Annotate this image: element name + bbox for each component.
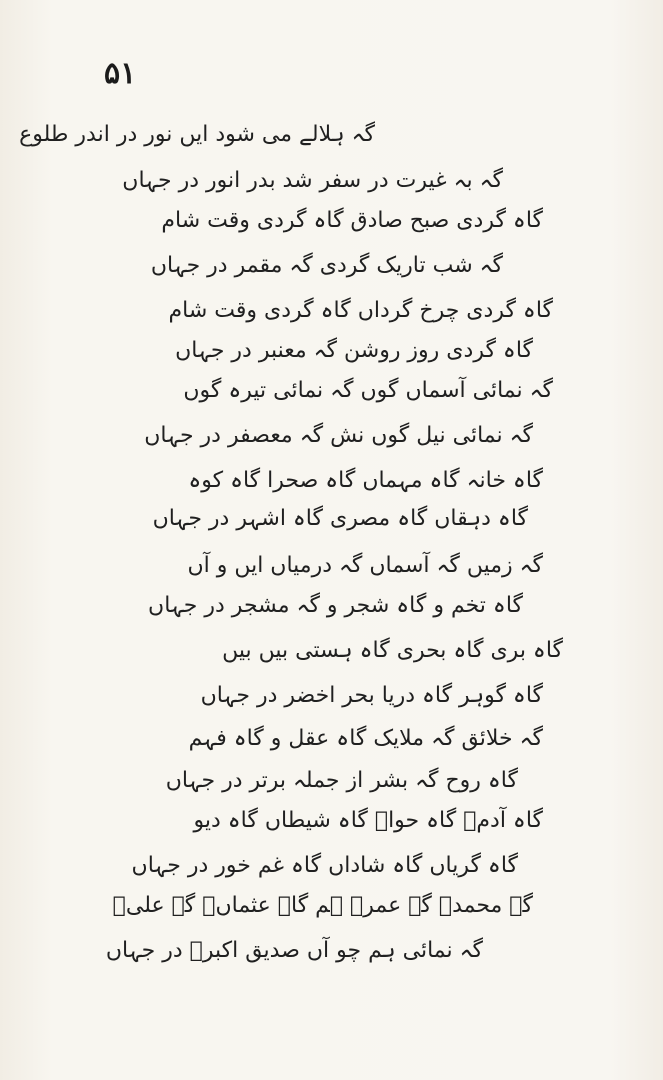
verse-line: گاہ گردی چرخ گرداں گاہ گردی وقت شام bbox=[168, 298, 553, 323]
verse-line: گہ نمائی ہم چو آں صدیق اکبرؓ در جہاں bbox=[105, 938, 483, 963]
verse-line: گاہ تخم و گاہ شجر و گہ مشجر در جہاں bbox=[148, 593, 523, 618]
verse-line: گہ بہ غیرت در سفر شد بدر انور در جہاں bbox=[122, 168, 503, 193]
page-number: ۵۱ bbox=[104, 56, 137, 91]
verse-line: گاہ روح گہ بشر از جملہ برتر در جہاں bbox=[165, 768, 518, 793]
verse-line: گاہ دہقاں گاہ مصری گاہ اشہر در جہاں bbox=[152, 506, 528, 531]
verse-line: گاہ گردی صبح صادق گاہ گردی وقت شام bbox=[161, 208, 543, 233]
verse-line: گہ نمائی نیل گوں نش گہ معصفر در جہاں bbox=[144, 423, 533, 448]
verse-line: گاہ گریاں گاہ شاداں گاہ غم خور در جہاں bbox=[131, 853, 518, 878]
verse-line: گہ ہلالے می شود ایں نور در اندر طلوع bbox=[19, 122, 375, 147]
verse-line: گہ زمیں گہ آسماں گہ درمیاں ایں و آں bbox=[187, 553, 543, 578]
verse-line: گاہ بری گاہ بحری گاہ ہستی بیں بیں bbox=[222, 638, 563, 663]
verse-line: گہ شب تاریک گردی گہ مقمر در جہاں bbox=[150, 253, 503, 278]
verse-line: گہ خلائق گہ ملایک گاہ عقل و گاہ فہم bbox=[188, 726, 543, 751]
verse-line: گاہ گوہر گاہ دریا بحر اخضر در جہاں bbox=[200, 683, 543, 708]
verse-line: گہ محمدؐ گہ عمرؓ ہم گاہ عثماںؓ گہ علیؓ bbox=[112, 893, 533, 918]
verse-line: گاہ خانہ گاہ مہماں گاہ صحرا گاہ کوہ bbox=[188, 468, 543, 493]
verse-line: گاہ گردی روز روشن گہ معنبر در جہاں bbox=[175, 338, 533, 363]
verse-line: گہ نمائی آسماں گوں گہ نمائی تیرہ گوں bbox=[183, 378, 553, 403]
verse-line: گاہ آدمؑ گاہ حواؑ گاہ شیطاں گاہ دیو bbox=[193, 808, 543, 833]
